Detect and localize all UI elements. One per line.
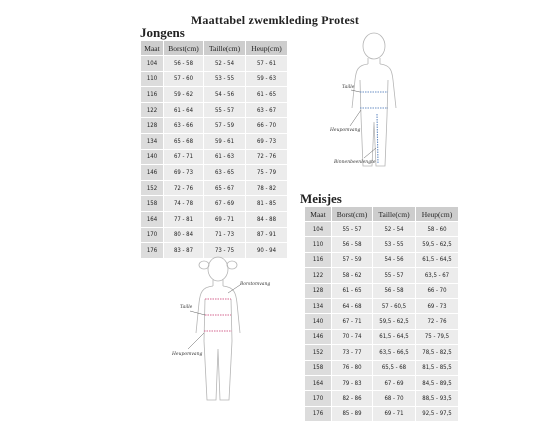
measure-cell: 63,5 - 66,5 bbox=[373, 345, 416, 360]
measure-cell: 92,5 - 97,5 bbox=[416, 406, 459, 421]
measure-cell: 55 - 57 bbox=[332, 222, 373, 237]
table-row bbox=[141, 133, 288, 149]
measure-cell: 61 - 65 bbox=[332, 283, 373, 298]
measure-cell: 69 - 71 bbox=[373, 406, 416, 421]
measure-cell: 84,5 - 89,5 bbox=[416, 375, 459, 390]
boy-hip-label: Heupomvang bbox=[330, 128, 361, 133]
measure-cell: 74 - 78 bbox=[164, 196, 204, 212]
measure-cell: 67 - 69 bbox=[204, 196, 246, 212]
table-row bbox=[305, 222, 459, 237]
size-cell: 116 bbox=[305, 252, 332, 267]
size-cell: 176 bbox=[305, 406, 332, 421]
measure-cell: 76 - 80 bbox=[332, 360, 373, 375]
boy-inseam-label: Binnenbeenlengte bbox=[334, 160, 376, 165]
measure-cell: 73 - 77 bbox=[332, 345, 373, 360]
table-row bbox=[141, 149, 288, 165]
measure-cell: 55 - 57 bbox=[204, 102, 246, 118]
measure-cell: 59,5 - 62,5 bbox=[416, 237, 459, 252]
measure-cell: 79 - 83 bbox=[332, 375, 373, 390]
measure-cell: 56 - 58 bbox=[373, 283, 416, 298]
size-cell: 122 bbox=[305, 268, 332, 283]
measure-cell: 75 - 79,5 bbox=[416, 329, 459, 344]
table-row bbox=[305, 360, 459, 375]
measure-cell: 61,5 - 64,5 bbox=[373, 329, 416, 344]
size-cell: 152 bbox=[305, 345, 332, 360]
measure-cell: 67 - 69 bbox=[373, 375, 416, 390]
table-row bbox=[141, 227, 288, 243]
measure-cell: 70 - 74 bbox=[332, 329, 373, 344]
size-cell: 110 bbox=[305, 237, 332, 252]
measure-cell: 63 - 66 bbox=[164, 118, 204, 134]
table-row bbox=[141, 87, 288, 103]
column-header: Taille(cm) bbox=[204, 41, 246, 56]
measure-cell: 57 - 61 bbox=[246, 56, 288, 72]
measure-cell: 61 - 64 bbox=[164, 102, 204, 118]
size-cell: 122 bbox=[141, 102, 164, 118]
girl-hip-label: Heupomvang bbox=[172, 352, 203, 357]
measure-cell: 55 - 57 bbox=[373, 268, 416, 283]
measure-cell: 59 - 63 bbox=[246, 71, 288, 87]
measure-cell: 64 - 68 bbox=[332, 298, 373, 313]
measure-cell: 61 - 63 bbox=[204, 149, 246, 165]
size-cell: 110 bbox=[141, 71, 164, 87]
boy-measurement-figure bbox=[330, 30, 420, 180]
size-cell: 170 bbox=[141, 227, 164, 243]
size-cell: 152 bbox=[141, 180, 164, 196]
measure-cell: 67 - 71 bbox=[332, 314, 373, 329]
size-cell: 170 bbox=[305, 391, 332, 406]
measure-cell: 57 - 60 bbox=[164, 71, 204, 87]
size-cell: 116 bbox=[141, 87, 164, 103]
size-cell: 158 bbox=[305, 360, 332, 375]
size-cell: 176 bbox=[141, 243, 164, 259]
measure-cell: 63,5 - 67 bbox=[416, 268, 459, 283]
table-row bbox=[141, 102, 288, 118]
measure-cell: 66 - 70 bbox=[246, 118, 288, 134]
measure-cell: 56 - 58 bbox=[164, 56, 204, 72]
measure-cell: 61,5 - 64,5 bbox=[416, 252, 459, 267]
boys-size-table bbox=[140, 40, 288, 259]
measure-cell: 57 - 59 bbox=[332, 252, 373, 267]
measure-cell: 65,5 - 68 bbox=[373, 360, 416, 375]
table-row bbox=[305, 329, 459, 344]
size-cell: 134 bbox=[305, 298, 332, 313]
measure-cell: 88,5 - 93,5 bbox=[416, 391, 459, 406]
measure-cell: 81,5 - 85,5 bbox=[416, 360, 459, 375]
measure-cell: 73 - 75 bbox=[204, 243, 246, 259]
size-cell: 140 bbox=[305, 314, 332, 329]
measure-cell: 58 - 62 bbox=[332, 268, 373, 283]
measure-cell: 68 - 70 bbox=[373, 391, 416, 406]
table-row bbox=[305, 268, 459, 283]
table-row bbox=[305, 283, 459, 298]
size-cell: 104 bbox=[141, 56, 164, 72]
table-row bbox=[141, 180, 288, 196]
table-row bbox=[305, 298, 459, 313]
measure-cell: 59 - 61 bbox=[204, 133, 246, 149]
measure-cell: 81 - 85 bbox=[246, 196, 288, 212]
measure-cell: 58 - 60 bbox=[416, 222, 459, 237]
size-cell: 128 bbox=[305, 283, 332, 298]
measure-cell: 61 - 65 bbox=[246, 87, 288, 103]
girl-measurement-figure bbox=[170, 255, 280, 415]
table-row bbox=[141, 118, 288, 134]
measure-cell: 72 - 76 bbox=[164, 180, 204, 196]
table-header-row bbox=[141, 41, 288, 56]
measure-cell: 59 - 62 bbox=[164, 87, 204, 103]
column-header: Maat bbox=[305, 207, 332, 222]
measure-cell: 84 - 88 bbox=[246, 211, 288, 227]
measure-cell: 72 - 76 bbox=[246, 149, 288, 165]
measure-cell: 82 - 86 bbox=[332, 391, 373, 406]
measure-cell: 52 - 54 bbox=[373, 222, 416, 237]
table-row bbox=[305, 252, 459, 267]
measure-cell: 63 - 65 bbox=[204, 165, 246, 181]
size-cell: 158 bbox=[141, 196, 164, 212]
table-row bbox=[305, 237, 459, 252]
size-cell: 164 bbox=[305, 375, 332, 390]
measure-cell: 69 - 73 bbox=[416, 298, 459, 313]
measure-cell: 90 - 94 bbox=[246, 243, 288, 259]
measure-cell: 52 - 54 bbox=[204, 56, 246, 72]
measure-cell: 69 - 71 bbox=[204, 211, 246, 227]
table-row bbox=[141, 165, 288, 181]
measure-cell: 69 - 73 bbox=[164, 165, 204, 181]
table-row bbox=[141, 211, 288, 227]
measure-cell: 69 - 73 bbox=[246, 133, 288, 149]
measure-cell: 65 - 67 bbox=[204, 180, 246, 196]
size-cell: 134 bbox=[141, 133, 164, 149]
column-header: Maat bbox=[141, 41, 164, 56]
measure-cell: 75 - 79 bbox=[246, 165, 288, 181]
measure-cell: 53 - 55 bbox=[373, 237, 416, 252]
girls-heading: Meisjes bbox=[300, 191, 342, 206]
table-row bbox=[305, 314, 459, 329]
measure-cell: 54 - 56 bbox=[373, 252, 416, 267]
table-row bbox=[141, 196, 288, 212]
measure-cell: 57 - 60,5 bbox=[373, 298, 416, 313]
measure-cell: 78,5 - 82,5 bbox=[416, 345, 459, 360]
measure-cell: 71 - 73 bbox=[204, 227, 246, 243]
measure-cell: 83 - 87 bbox=[164, 243, 204, 259]
measure-cell: 85 - 89 bbox=[332, 406, 373, 421]
girls-size-table bbox=[304, 206, 459, 422]
girl-waist-label: Taille bbox=[180, 305, 193, 310]
measure-cell: 77 - 81 bbox=[164, 211, 204, 227]
table-row bbox=[305, 345, 459, 360]
column-header: Borst(cm) bbox=[164, 41, 204, 56]
table-row bbox=[141, 71, 288, 87]
measure-cell: 87 - 91 bbox=[246, 227, 288, 243]
measure-cell: 65 - 68 bbox=[164, 133, 204, 149]
size-cell: 140 bbox=[141, 149, 164, 165]
column-header: Heup(cm) bbox=[416, 207, 459, 222]
page-title: Maattabel zwemkleding Protest bbox=[190, 13, 360, 27]
measure-cell: 56 - 58 bbox=[332, 237, 373, 252]
measure-cell: 67 - 71 bbox=[164, 149, 204, 165]
measure-cell: 59,5 - 62,5 bbox=[373, 314, 416, 329]
table-row bbox=[305, 375, 459, 390]
size-cell: 104 bbox=[305, 222, 332, 237]
table-header-row bbox=[305, 207, 459, 222]
boy-waist-label: Taille bbox=[342, 85, 355, 90]
table-row bbox=[305, 406, 459, 421]
measure-cell: 63 - 67 bbox=[246, 102, 288, 118]
column-header: Borst(cm) bbox=[332, 207, 373, 222]
measure-cell: 54 - 56 bbox=[204, 87, 246, 103]
measure-cell: 78 - 82 bbox=[246, 180, 288, 196]
boys-heading: Jongens bbox=[140, 25, 185, 40]
table-row bbox=[305, 391, 459, 406]
girl-chest-label: Borstomvang bbox=[240, 282, 271, 287]
size-cell: 128 bbox=[141, 118, 164, 134]
column-header: Heup(cm) bbox=[246, 41, 288, 56]
measure-cell: 72 - 76 bbox=[416, 314, 459, 329]
column-header: Taille(cm) bbox=[373, 207, 416, 222]
measure-cell: 80 - 84 bbox=[164, 227, 204, 243]
table-row bbox=[141, 56, 288, 72]
measure-cell: 57 - 59 bbox=[204, 118, 246, 134]
size-cell: 164 bbox=[141, 211, 164, 227]
size-cell: 146 bbox=[141, 165, 164, 181]
measure-cell: 66 - 70 bbox=[416, 283, 459, 298]
size-cell: 146 bbox=[305, 329, 332, 344]
measure-cell: 53 - 55 bbox=[204, 71, 246, 87]
